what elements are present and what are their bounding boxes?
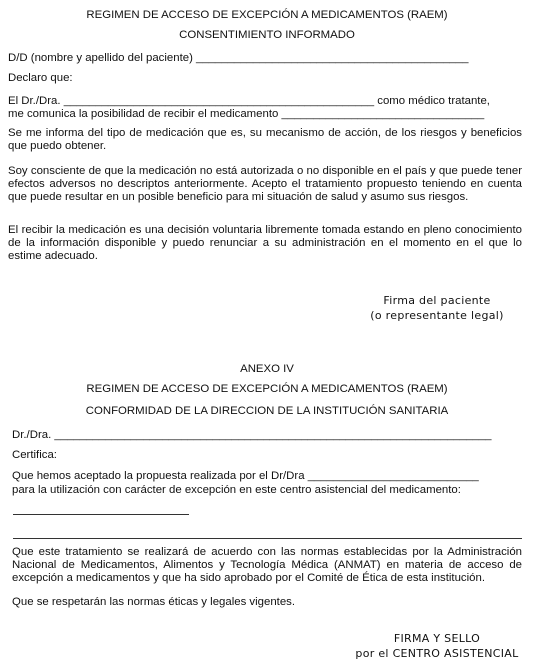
consent-paragraph-voluntary: El recibir la medicación es una decisión voluntaria libremente tomada estando en pleno conocimiento de la información disponible y puedo renunciar a su administración en el momento en el que lo estime adecuado.	[8, 224, 522, 262]
institution-signature-line-2: por el CENTRO ASISTENCIAL	[355, 647, 519, 660]
consent-subtitle: CONSENTIMIENTO INFORMADO	[179, 29, 355, 41]
annex-subtitle: CONFORMIDAD DE LA DIRECCION DE LA INSTITUCIÓN SANITARIA	[85, 405, 449, 417]
patient-signature-line-2: (o representante legal)	[370, 309, 504, 322]
patient-signature-label	[352, 293, 522, 323]
annex-paragraph-anmat: Que este tratamiento se realizará de acuerdo con las normas establecidas por la Administración Nacional de Medicamentos, Alimentos y Tecnología Médica (ANMAT) en materia de acceso de excepción a medicamentos y que ha sido aprobado por el Comité de Ética de esta institución.	[12, 546, 522, 584]
patient-signature-line-1: Firma del paciente	[383, 294, 491, 307]
consent-paragraph-info: Se me informa del tipo de medicación que es, su mecanismo de acción, de los riesgos y beneficios que puedo obtener.	[8, 127, 522, 152]
annex-paragraph-ethics: Que se respetarán las normas éticas y legales vigentes.	[12, 596, 296, 608]
annex-doctor-line: Dr./Dra. _____________________________________________________________________	[12, 429, 492, 441]
declare-label: Declaro que:	[8, 72, 73, 84]
consent-title: REGIMEN DE ACCESO DE EXCEPCIÓN A MEDICAMENTOS (RAEM)	[86, 9, 448, 21]
institution-signature-label	[348, 631, 526, 661]
accepted-proposal-line: Que hemos aceptado la propuesta realizada por el Dr/Dra ___________________________	[12, 470, 479, 482]
medication-line: me comunica la posibilidad de recibir el medicamento ________________________________	[8, 108, 485, 120]
annex-title: REGIMEN DE ACCESO DE EXCEPCIÓN A MEDICAMENTOS (RAEM)	[86, 383, 448, 395]
patient-name-line: D/D (nombre y apellido del paciente) ___________________________________________	[8, 52, 469, 64]
institution-signature-line-1: FIRMA Y SELLO	[393, 632, 481, 645]
medication-blank-long	[13, 538, 522, 539]
exception-use-line: para la utilización con carácter de excepción en este centro asistencial del medicamento:	[12, 484, 461, 496]
medication-blank-short	[13, 514, 189, 515]
consent-paragraph-awareness: Soy consciente de que la medicación no está autorizada o no disponible en el país y que puede tener efectos adversos no descriptos anteriormente. Acepto el tratamiento propuesto teniendo en cuenta que puede resultar en un posible beneficio para mi situación de salud y asumo sus riesgos.	[8, 165, 522, 203]
certify-label: Certifica:	[12, 449, 57, 461]
annex-label: ANEXO IV	[240, 363, 294, 375]
doctor-line-1: El Dr./Dra. _________________________________________________ como médico tratante,	[8, 95, 490, 107]
